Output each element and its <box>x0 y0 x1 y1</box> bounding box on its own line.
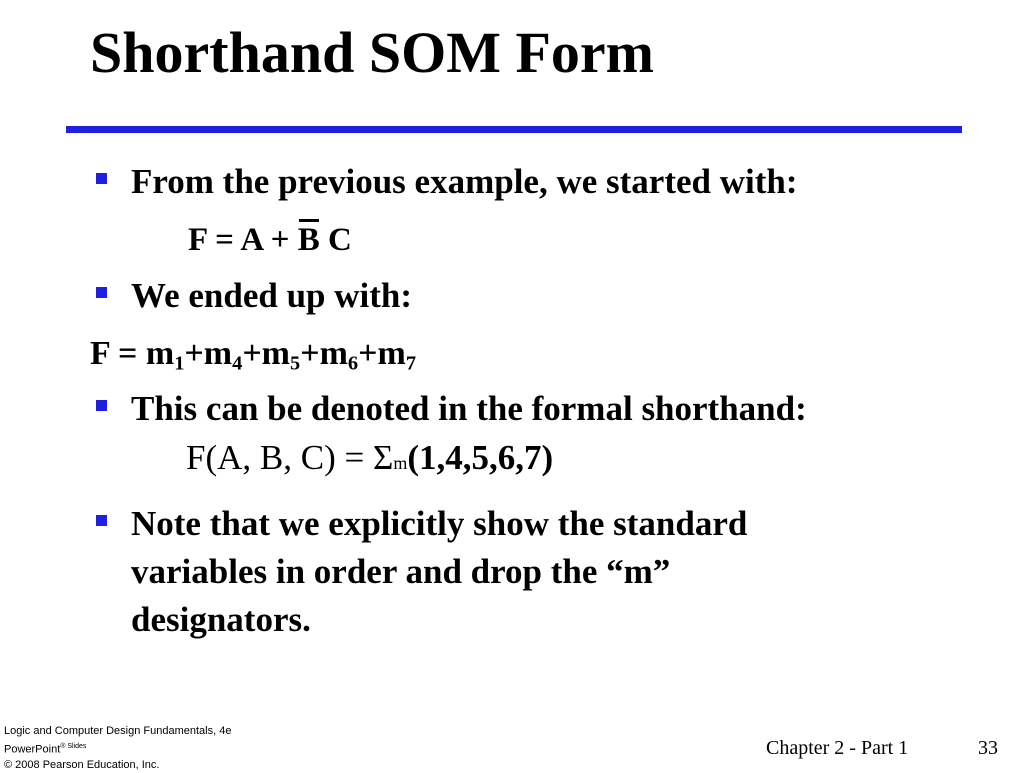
square-bullet-icon <box>96 287 107 298</box>
square-bullet-icon <box>96 515 107 526</box>
bullet-text-line: Note that we explicitly show the standard <box>131 504 748 543</box>
minterm-index: 1 <box>174 352 185 375</box>
sigma-subscript: m <box>393 453 408 473</box>
square-bullet-icon <box>96 400 107 411</box>
bullet-text-line: variables in order and drop the “m” <box>131 552 671 591</box>
minterm-index: 5 <box>290 352 301 375</box>
minterm-sep: +m <box>184 335 233 372</box>
shorthand-formula <box>186 440 553 475</box>
formula-args: (1,4,5,6,7) <box>407 438 554 477</box>
bullet-text: We ended up with: <box>131 276 413 315</box>
equation-rest: C <box>319 222 352 258</box>
footer-slides-label: PowerPoint$^{® Slides}$ <box>4 743 87 756</box>
equation-lhs: F = A + <box>188 222 298 258</box>
minterm-sep: +m <box>242 335 291 372</box>
bullet-text: This can be denoted in the formal shorthand: <box>131 389 807 428</box>
footer-book-info <box>4 724 231 773</box>
equation-prefix: F = m <box>90 335 175 372</box>
complemented-variable: B <box>297 222 320 258</box>
footer-chapter: Chapter 2 - Part 1 <box>766 737 909 759</box>
minterm-index: 6 <box>347 352 359 375</box>
formula-lhs: F(A, B, C) = <box>186 438 373 477</box>
minterm-index: 7 <box>405 352 417 375</box>
sigma-symbol: Σ <box>372 438 394 477</box>
title-underline <box>66 126 962 133</box>
footer-book-title: Logic and Computer Design Fundamentals, 4e <box>4 725 232 737</box>
slide-title: Shorthand SOM Form <box>90 20 654 85</box>
minterm-index: 4 <box>232 352 243 375</box>
page-number: 33 <box>978 737 998 759</box>
bullet-text: From the previous example, we started with: <box>131 162 798 201</box>
minterm-sep: +m <box>300 335 348 372</box>
starting-equation <box>188 224 352 257</box>
square-bullet-icon <box>96 173 107 184</box>
minterm-sep: +m <box>358 335 406 372</box>
bullet-text-line: designators. <box>131 600 311 639</box>
minterm-equation <box>90 335 417 375</box>
footer-copyright: © 2008 Pearson Education, Inc. <box>4 758 160 771</box>
